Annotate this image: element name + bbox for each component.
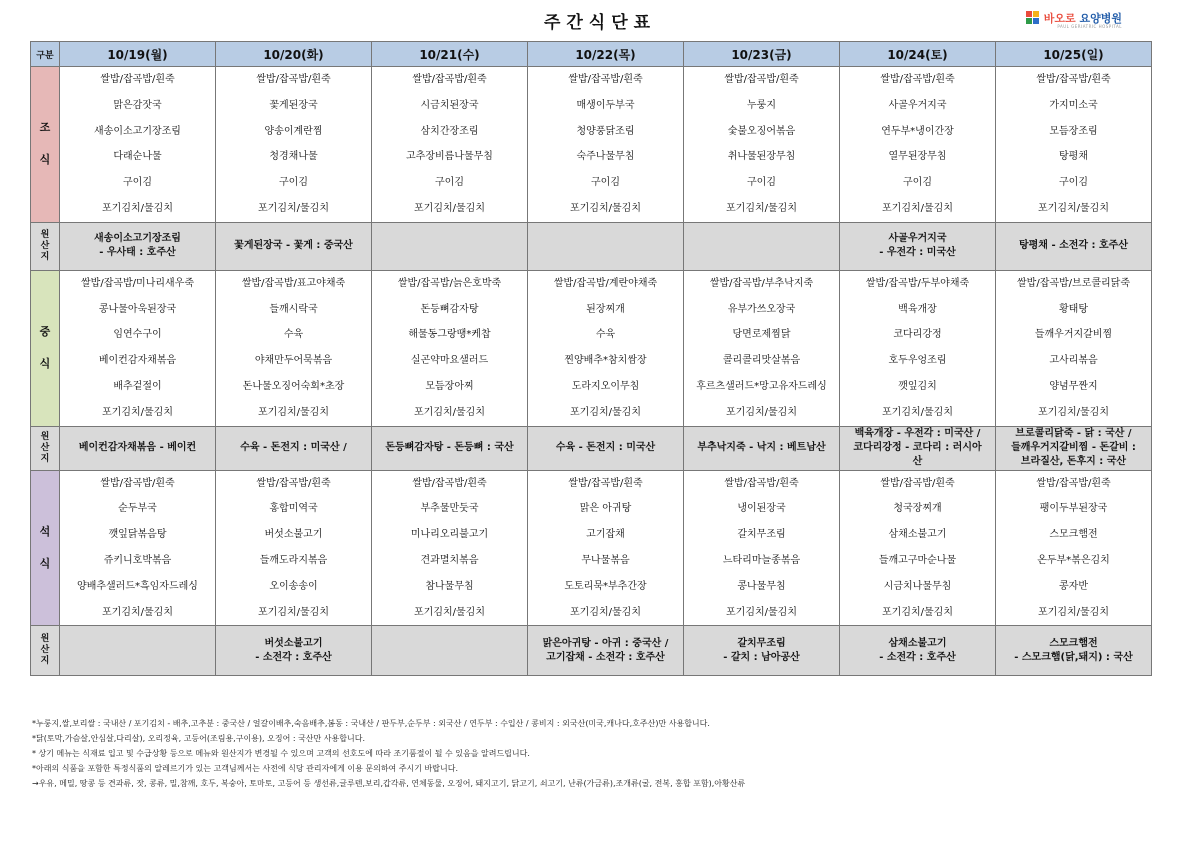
menu-item: 쌀밥/잡곡밥/흰죽: [724, 477, 799, 489]
day-header: 10/23(금): [684, 42, 840, 67]
menu-item: 포기김치/물김치: [414, 406, 485, 418]
menu-item: 야채만두어묵볶음: [254, 355, 333, 367]
day-header: 10/21(수): [372, 42, 528, 67]
breakfast-row: [31, 67, 1152, 223]
menu-item: 쌀밥/잡곡밥/늙은호박죽: [397, 277, 502, 289]
menu-item: 맑은감잣국: [113, 99, 162, 111]
lunch-day-cell: [996, 270, 1152, 426]
lunch-day-cell: [216, 270, 372, 426]
menu-item: 고기잡채: [586, 529, 625, 541]
origin-line: 베이컨감자채볶음 - 베이컨: [78, 442, 197, 454]
menu-item: 도토리묵*부추간장: [564, 580, 647, 592]
lunch-row: [31, 270, 1152, 426]
origin-cell: [528, 426, 684, 470]
menu-item: 쌀밥/잡곡밥/흰죽: [412, 74, 487, 85]
footnotes: [32, 716, 745, 791]
menu-item: 쌀밥/잡곡밥/흰죽: [100, 74, 175, 85]
menu-item: 포기김치/물김치: [1038, 606, 1109, 618]
dinner-day-cell: [216, 470, 372, 626]
menu-item: 찐양배추*참치쌈장: [564, 355, 647, 367]
menu-item: 홍합미역국: [269, 503, 318, 515]
menu-item: 실곤약마요샐러드: [410, 355, 489, 367]
menu-item: 쌀밥/잡곡밥/흰죽: [568, 477, 643, 489]
menu-item: 스모크햄전: [1049, 529, 1098, 541]
menu-item: 호두우엉조림: [888, 355, 947, 367]
menu-item: 쌀밥/잡곡밥/흰죽: [256, 74, 331, 85]
day-header: 10/25(일): [996, 42, 1152, 67]
menu-item: 포기김치/물김치: [726, 606, 797, 618]
menu-item: 청경채나물: [269, 151, 318, 163]
breakfast-day-cell: [684, 67, 840, 223]
menu-item: 포기김치/물김치: [726, 202, 797, 214]
meal-label-char: 석: [39, 524, 51, 538]
day-header: 10/19(월): [60, 42, 216, 67]
logo-mark-icon: [1026, 11, 1040, 25]
menu-item: 버섯소불고기: [264, 529, 323, 541]
menu-item: 구이김: [1059, 177, 1088, 189]
origin-line: 코다리강정 - 코다리 : 러시아: [853, 442, 982, 454]
menu-item: 팽이두부된장국: [1039, 503, 1108, 515]
origin-label-char: 지: [40, 656, 50, 667]
origin-line: 수육 - 돈전지 : 미국산: [555, 442, 656, 454]
breakfast-day-cell: [216, 67, 372, 223]
menu-item: 삼채소불고기: [888, 529, 947, 541]
footnote-line: *닭(토막,가슴살,안심살,다리살), 오리정육, 고등어(조림용,구이용), 오징어 : 국산만 사용합니다.: [32, 734, 365, 743]
origin-cell: [60, 426, 216, 470]
menu-item: 구이김: [591, 177, 620, 189]
menu-item: 쌀밥/잡곡밥/미나리새우죽: [81, 277, 194, 289]
menu-item: 모듬장아찌: [425, 380, 474, 392]
origin-label: [31, 426, 60, 470]
menu-item: 맑은 아귀탕: [579, 503, 632, 515]
menu-item: 배추겉절이: [113, 380, 162, 392]
origin-line: 사골우거지국: [888, 233, 947, 245]
menu-item: 코다리강정: [893, 329, 942, 341]
logo-name: 요양병원: [1079, 12, 1122, 25]
lunch-label: [31, 270, 60, 426]
menu-item: 쥬키니호박볶음: [103, 554, 172, 566]
menu-item: 깻잎김치: [898, 380, 937, 392]
origin-label: [31, 626, 60, 676]
menu-item: 매생이두부국: [576, 99, 635, 111]
menu-item: 포기김치/물김치: [258, 406, 329, 418]
menu-item: 수육: [595, 329, 616, 341]
menu-item: 포기김치/물김치: [414, 202, 485, 214]
origin-cell: [216, 426, 372, 470]
menu-item: 유부가쓰오장국: [727, 303, 796, 315]
origin-cell: [684, 626, 840, 676]
breakfast-day-cell: [996, 67, 1152, 223]
origin-cell: [372, 222, 528, 270]
menu-item: 황태탕: [1059, 303, 1088, 315]
menu-item: 쌀밥/잡곡밥/흰죽: [880, 477, 955, 489]
origin-line: - 스모크햄(닭,돼지) : 국산: [1014, 651, 1133, 663]
logo-subtitle: PAUL GERIATRIC HOSPITAL: [1057, 24, 1122, 29]
menu-item: 쌀밥/잡곡밥/흰죽: [724, 74, 799, 85]
menu-item: 고사리볶음: [1049, 355, 1098, 367]
origin-cell: [996, 222, 1152, 270]
menu-item: 미나리오리불고기: [410, 529, 489, 541]
header-row: [31, 42, 1152, 67]
origin-line: 스모크햄전: [1049, 637, 1098, 649]
origin-cell: [372, 426, 528, 470]
origin-label: [31, 222, 60, 270]
lunch-day-cell: [60, 270, 216, 426]
menu-item: 돈나물오징어숙회*초장: [242, 380, 345, 392]
menu-item: 된장찌개: [586, 303, 625, 315]
category-header: 구분: [31, 42, 60, 67]
breakfast-origin-row: [31, 222, 1152, 270]
footnote-line: * 상기 메뉴는 식재료 입고 및 수급상황 등으로 메뉴와 원산지가 변경될 수 있으며 고객의 선호도에 따라 조기품절이 될 수 있음을 알려드립니다.: [32, 749, 530, 758]
dinner-day-cell: [996, 470, 1152, 626]
menu-item: 삼치간장조림: [420, 125, 479, 137]
breakfast-day-cell: [60, 67, 216, 223]
day-header: 10/22(목): [528, 42, 684, 67]
origin-line: 들깨우거지갈비찜 - 돈갈비 :: [1011, 442, 1136, 454]
menu-item: 모듬장조림: [1049, 125, 1098, 137]
menu-item: 오이송송이: [269, 580, 318, 592]
dinner-label: [31, 470, 60, 626]
menu-item: 포기김치/물김치: [882, 406, 953, 418]
origin-line: 돈등뼈감자탕 - 돈등뼈 : 국산: [385, 442, 514, 454]
menu-item: 포기김치/물김치: [1038, 406, 1109, 418]
meal-label-char: 중: [39, 325, 51, 339]
origin-label-char: 원: [40, 431, 50, 442]
origin-line: 고기잡채 - 소전각 : 호주산: [546, 651, 665, 663]
dinner-day-cell: [684, 470, 840, 626]
origin-label-char: 원: [40, 229, 50, 240]
origin-cell: [684, 426, 840, 470]
page-title: 주간식단표: [543, 13, 657, 33]
menu-item: 포기김치/물김치: [102, 202, 173, 214]
menu-item: 포기김치/물김치: [570, 406, 641, 418]
origin-line: 산: [912, 456, 923, 468]
menu-item: 쌀밥/잡곡밥/두부야채죽: [865, 277, 970, 289]
dinner-day-cell: [60, 470, 216, 626]
menu-item: 해물동그랑땡*케찹: [408, 329, 491, 341]
menu-item: 시금치된장국: [420, 99, 479, 111]
menu-item: 임연수구이: [113, 329, 162, 341]
menu-item: 쌀밥/잡곡밥/계란야채죽: [553, 277, 658, 289]
menu-item: 쌀밥/잡곡밥/흰죽: [412, 477, 487, 489]
origin-line: 탕평채 - 소전각 : 호주산: [1018, 240, 1128, 252]
origin-line: 새송이소고기장조림: [94, 233, 181, 245]
origin-line: 백육개장 - 우전각 : 미국산 /: [854, 428, 981, 440]
origin-cell: [60, 626, 216, 676]
menu-item: 포기김치/물김치: [258, 606, 329, 618]
origin-cell: [216, 626, 372, 676]
menu-item: 콩나물아욱된장국: [98, 303, 177, 315]
origin-cell: [840, 626, 996, 676]
menu-item: 쌀밥/잡곡밥/흰죽: [100, 477, 175, 489]
menu-item: 냉이된장국: [737, 503, 786, 515]
dinner-day-cell: [528, 470, 684, 626]
menu-item: 콜리콜리맛살볶음: [722, 355, 801, 367]
menu-item: 포기김치/물김치: [726, 406, 797, 418]
menu-item: 양배추샐러드*흑임자드레싱: [77, 580, 198, 592]
menu-item: 느타리마늘종볶음: [722, 554, 801, 566]
origin-cell: [216, 222, 372, 270]
menu-item: 포기김치/물김치: [570, 202, 641, 214]
footnote-line: *아래의 식품을 포함한 특정식품의 알레르기가 있는 고객님께서는 사전에 식당 관리자에게 이용 문의하여 주시기 바랍니다.: [32, 764, 458, 773]
menu-item: 부추물만둣국: [420, 503, 479, 515]
menu-item: 누룽지: [747, 99, 776, 111]
menu-item: 갈치무조림: [737, 529, 786, 541]
menu-item: 포기김치/물김치: [258, 202, 329, 214]
menu-item: 들깨시락국: [269, 303, 318, 315]
lunch-day-cell: [840, 270, 996, 426]
origin-cell: [528, 626, 684, 676]
origin-line: 브라질산, 돈후지 : 국산: [1020, 456, 1127, 468]
breakfast-day-cell: [840, 67, 996, 223]
menu-item: 들깨우거지갈비찜: [1034, 329, 1113, 341]
breakfast-day-cell: [372, 67, 528, 223]
origin-line: 브로콜리닭죽 - 닭 : 국산 /: [1015, 428, 1132, 440]
menu-item: 포기김치/물김치: [882, 202, 953, 214]
menu-item: 순두부국: [118, 503, 157, 515]
menu-item: 수육: [283, 329, 304, 341]
menu-item: 포기김치/물김치: [1038, 202, 1109, 214]
menu-item: 쌀밥/잡곡밥/흰죽: [1036, 74, 1111, 85]
menu-item: 콩나물무침: [737, 580, 786, 592]
menu-item: 깻잎닭볶음탕: [108, 529, 167, 541]
menu-item: 청양풍닭조림: [576, 125, 635, 137]
meal-label-char: 식: [39, 153, 51, 167]
origin-cell: [840, 222, 996, 270]
lunch-day-cell: [372, 270, 528, 426]
menu-item: 구이김: [435, 177, 464, 189]
origin-label-char: 원: [40, 634, 50, 645]
menu-item: 새송이소고기장조림: [94, 125, 181, 137]
menu-item: 가지미소국: [1049, 99, 1098, 111]
menu-item: 사골우거지국: [888, 99, 947, 111]
origin-line: - 우전각 : 미국산: [879, 247, 956, 259]
logo-brand: 바오로: [1043, 12, 1076, 25]
lunch-day-cell: [528, 270, 684, 426]
menu-item: 취나물된장무침: [727, 151, 796, 163]
origin-cell: [840, 426, 996, 470]
meal-label-char: 식: [39, 556, 51, 570]
menu-item: 포기김치/물김치: [102, 606, 173, 618]
menu-item: 꽃게된장국: [269, 99, 318, 111]
origin-cell: [372, 626, 528, 676]
day-header: 10/24(토): [840, 42, 996, 67]
menu-item: 들깨고구마순나물: [878, 554, 957, 566]
breakfast-day-cell: [528, 67, 684, 223]
menu-item: 콩자반: [1059, 580, 1088, 592]
menu-item: 연두부*냉이간장: [881, 125, 954, 137]
origin-line: 수육 - 돈전지 : 미국산 /: [240, 442, 347, 454]
origin-line: - 소전각 : 호주산: [255, 651, 332, 663]
menu-item: 온두부*볶은김치: [1037, 554, 1110, 566]
origin-line: 꽃게된장국 - 꽃게 : 중국산: [234, 240, 353, 252]
dinner-day-cell: [840, 470, 996, 626]
menu-item: 쌀밥/잡곡밥/표고야채죽: [241, 277, 346, 289]
menu-item: 구이김: [123, 177, 152, 189]
origin-cell: [996, 426, 1152, 470]
origin-line: 맑은아귀탕 - 아귀 : 중국산 /: [542, 637, 669, 649]
origin-label-char: 산: [40, 442, 50, 453]
menu-item: 구이김: [903, 177, 932, 189]
menu-item: 포기김치/물김치: [882, 606, 953, 618]
menu-item: 양념무짠지: [1049, 380, 1098, 392]
menu-item: 쌀밥/잡곡밥/부추낙지죽: [709, 277, 814, 289]
menu-item: 백육개장: [898, 303, 937, 315]
origin-label-char: 산: [40, 645, 50, 656]
origin-line: 부추낙지죽 - 낙지 : 베트남산: [697, 442, 826, 454]
origin-line: - 갈치 : 남아공산: [723, 651, 800, 663]
menu-item: 구이김: [747, 177, 776, 189]
menu-item: 쌀밥/잡곡밥/흰죽: [256, 477, 331, 489]
menu-item: 양송이계란찜: [264, 125, 323, 137]
menu-item: 들깨도라지볶음: [259, 554, 328, 566]
origin-label-char: 산: [40, 240, 50, 251]
menu-item: 구이김: [279, 177, 308, 189]
origin-line: 갈치무조림: [737, 637, 786, 649]
origin-cell: [528, 222, 684, 270]
menu-item: 도라지오이무침: [571, 380, 640, 392]
menu-item: 당면로제찜닭: [732, 329, 791, 341]
menu-item: 쌀밥/잡곡밥/브로콜리닭죽: [1017, 277, 1130, 289]
menu-item: 견과멸치볶음: [420, 554, 479, 566]
menu-item: 후르츠샐러드*망고유자드레싱: [696, 380, 827, 392]
weekly-menu-table: [30, 41, 1152, 676]
footnote-line: *누룽지,쌀,보리쌀 : 국내산 / 포기김치 - 배추,고추분 : 중국산 / 얼갈이배추,숙음배추,봄동 : 국내산 / 판두부,순두부 : 외국산 / 연두부 : 수입산 / 콩비지 : 외국산(미국,캐나다,호주산)만 사용합니다.: [32, 719, 710, 728]
menu-item: 무나물볶음: [581, 554, 630, 566]
dinner-day-cell: [372, 470, 528, 626]
menu-item: 시금치나물무침: [883, 580, 952, 592]
menu-item: 참나물무침: [425, 580, 474, 592]
menu-item: 포기김치/물김치: [102, 406, 173, 418]
menu-item: 돈등뼈감자탕: [420, 303, 479, 315]
origin-line: 버섯소불고기: [264, 637, 323, 649]
menu-item: 숙주나물무침: [576, 151, 635, 163]
menu-item: 베이컨감자채볶음: [98, 355, 177, 367]
menu-item: 포기김치/물김치: [570, 606, 641, 618]
day-header: 10/20(화): [216, 42, 372, 67]
menu-item: 청국장찌개: [893, 503, 942, 515]
menu-item: 다래순나물: [113, 151, 162, 163]
meal-label-char: 조: [39, 121, 51, 135]
menu-item: 열무된장무침: [888, 151, 947, 163]
menu-item: 쌀밥/잡곡밥/흰죽: [1036, 477, 1111, 489]
origin-cell: [684, 222, 840, 270]
menu-item: 숯불오징어볶음: [727, 125, 796, 137]
dinner-origin-row: [31, 626, 1152, 676]
menu-item: 쌀밥/잡곡밥/흰죽: [568, 74, 643, 85]
menu-item: 포기김치/물김치: [414, 606, 485, 618]
dinner-row: [31, 470, 1152, 626]
origin-line: - 소전각 : 호주산: [879, 651, 956, 663]
origin-cell: [60, 222, 216, 270]
footnote-line: →우유, 메밀, 땅콩 등 견과류, 잣, 콩류, 밀,참깨, 호두, 복숭아, 토마토, 고등어 등 생선류,글루텐,보리,갑각류, 연체동물, 오징어, 돼지고기, 닭고기, 쇠고기, 난류(가금류),조개류(굴, 전복, 홍합 포함),아황산류: [32, 779, 746, 788]
menu-item: 고추장비름나물무침: [406, 151, 493, 163]
origin-label-char: 지: [40, 453, 50, 464]
origin-line: - 우사태 : 호주산: [99, 247, 176, 259]
origin-cell: [996, 626, 1152, 676]
meal-label-char: 식: [39, 357, 51, 371]
lunch-day-cell: [684, 270, 840, 426]
menu-item: 탕평채: [1059, 151, 1088, 163]
origin-label-char: 지: [40, 251, 50, 262]
lunch-origin-row: [31, 426, 1152, 470]
origin-line: 삼채소불고기: [888, 637, 947, 649]
breakfast-label: [31, 67, 60, 223]
menu-item: 쌀밥/잡곡밥/흰죽: [880, 74, 955, 85]
